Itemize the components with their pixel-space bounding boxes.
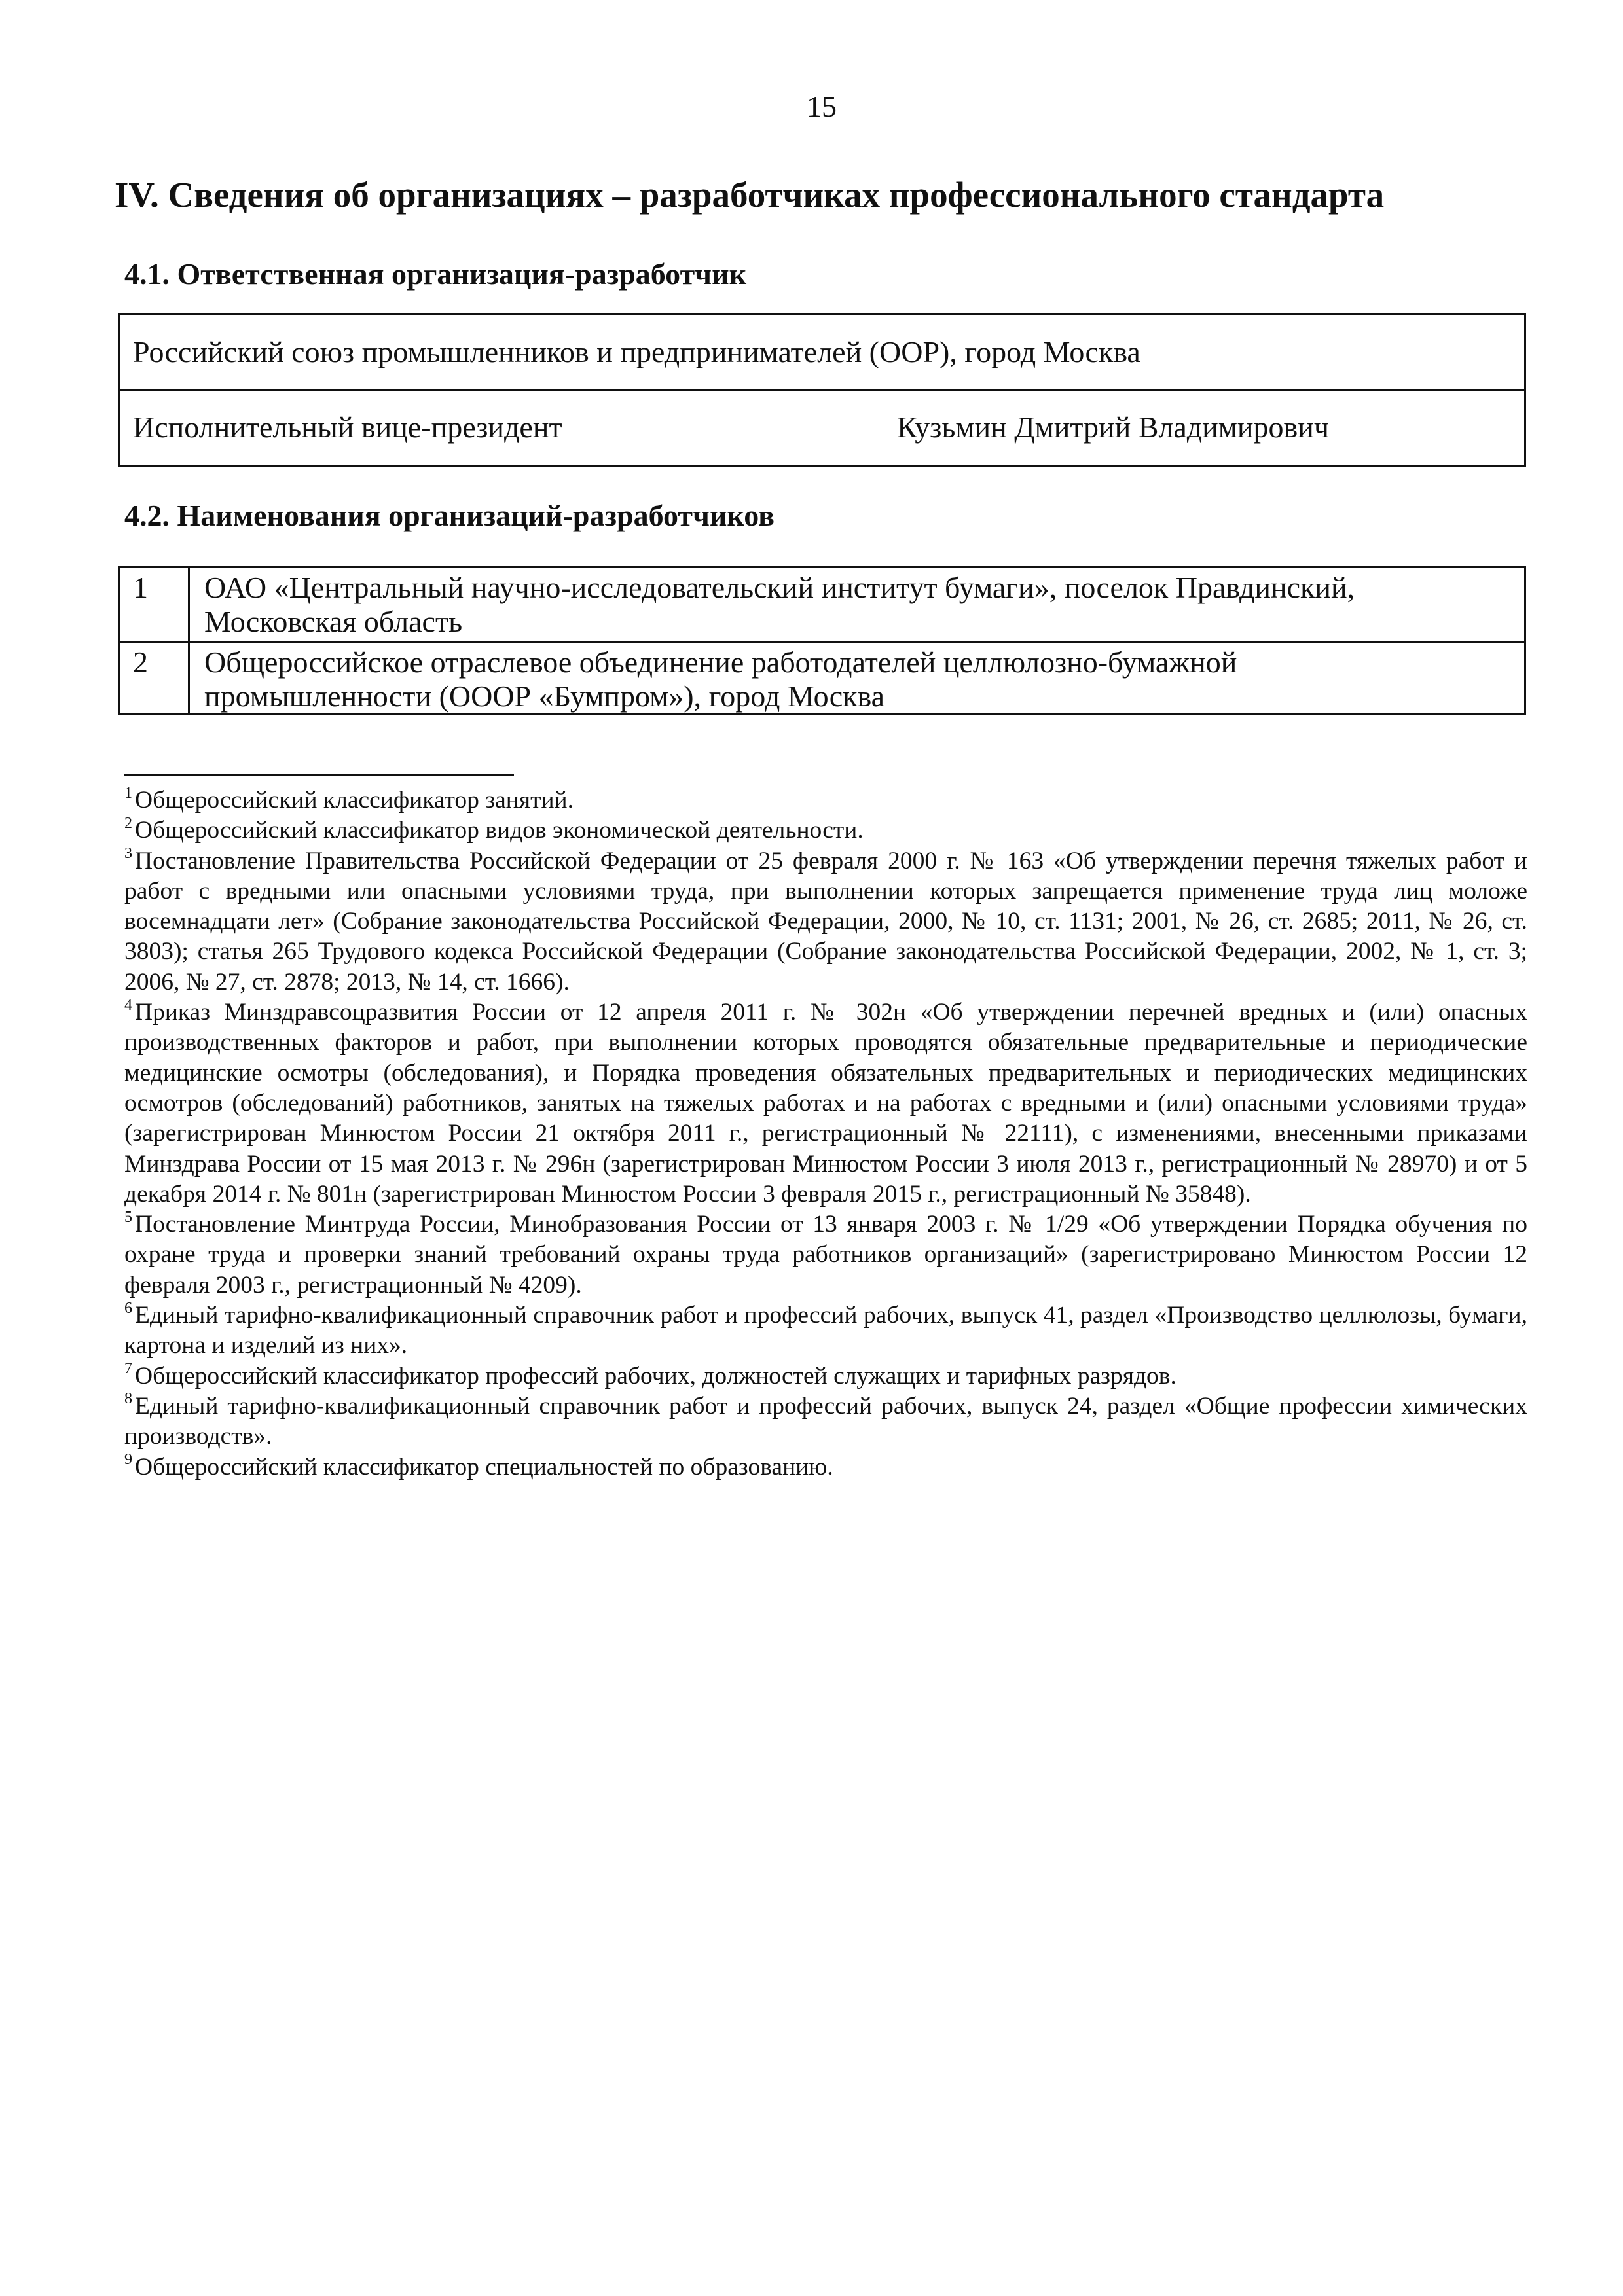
table-row <box>120 568 1524 641</box>
footnote <box>124 1300 1527 1361</box>
developer-number: 1 <box>120 568 190 641</box>
developer-name-line: ОАО «Центральный научно-исследовательский институт бумаги», поселок Правдинский, <box>204 571 1355 604</box>
footnote <box>124 1452 1527 1482</box>
footnote <box>124 1391 1527 1452</box>
footnote-divider <box>124 774 514 776</box>
footnote-marker: 6 <box>124 1299 132 1317</box>
developer-name-line: Московская область <box>204 605 463 638</box>
footnote-marker: 5 <box>124 1208 132 1226</box>
responsible-org-position: Исполнительный вице-президент <box>133 410 562 444</box>
footnote-text: Постановление Правительства Российской Федерации от 25 февраля 2000 г. № 163 «Об утверждении перечня тяжелых работ и работ с вредными или опасными условиями труда, при выполнении которых запрещается применение труда лиц моложе восемнадцати лет» (Собрание законодательства Российской Федерации, 2000, № 10, ст. 1131; 2001, № 26, ст. 2685; 2011, № 26, ст. 3803); статья 265 Трудового кодекса Российской Федерации (Собрание законодательства Российской Федерации, 2002, № 1, ст. 3; 2006, № 27, ст. 2878; 2013, № 14, ст. 1666). <box>124 847 1527 996</box>
responsible-org-head-row <box>120 391 1524 465</box>
developer-number: 2 <box>120 643 190 713</box>
section-title: IV. Сведения об организациях – разработчиках профессионального стандарта <box>115 175 1385 215</box>
document-page <box>115 0 1529 2296</box>
footnote-marker: 8 <box>124 1390 132 1408</box>
responsible-org-heading: 4.1. Ответственная организация-разработчик <box>124 257 747 291</box>
footnote <box>124 1361 1527 1391</box>
developer-name <box>190 568 1524 641</box>
footnote-text: Единый тарифно-квалификационный справочник работ и профессий рабочих, выпуск 24, раздел «Общие профессии химических производств». <box>124 1392 1527 1450</box>
footnote-text: Общероссийский классификатор занятий. <box>135 787 574 814</box>
footnote-text: Единый тарифно-квалификационный справочник работ и профессий рабочих, выпуск 41, раздел «Производство целлюлозы, бумаги, картона и изделий из них». <box>124 1302 1527 1359</box>
footnote-text: Приказ Минздравсоцразвития России от 12 апреля 2011 г. № 302н «Об утверждении перечней вредных и (или) опасных производственных факторов и работ, при выполнении которых проводятся обязательные предварительные и периодические медицинские осмотры (обследования), и Порядка проведения обязательных предварительных и периодических медицинских осмотров (обследований) работников, занятых на тяжелых работах и на работах с вредными и (или) опасными условиями труда» (зарегистрирован Минюстом России 21 октября 2011 г., регистрационный № 22111), с изменениями, внесенными приказами Минздрава России от 15 мая 2013 г. № 296н (зарегистрирован Минюстом России 3 июля 2013 г., регистрационный № 28970) и от 5 декабря 2014 г. № 801н (зарегистрирован Минюстом России 3 февраля 2015 г., регистрационный № 35848). <box>124 999 1527 1208</box>
footnote <box>124 846 1527 997</box>
footnote-marker: 9 <box>124 1451 132 1469</box>
responsible-org-table <box>118 313 1526 467</box>
responsible-org-name: Российский союз промышленников и предпринимателей (ООР), город Москва <box>133 335 1140 368</box>
footnote <box>124 816 1527 846</box>
developer-name-line: промышленности (ОООР «Бумпром»), город Москва <box>204 679 885 713</box>
footnote-text: Общероссийский классификатор профессий рабочих, должностей служащих и тарифных разрядов. <box>135 1362 1176 1390</box>
footnote <box>124 1210 1527 1300</box>
developers-table <box>118 566 1526 715</box>
footnote-text: Постановление Минтруда России, Минобразования России от 13 января 2003 г. № 1/29 «Об утверждении Порядка обучения по охране труда и проверки знаний требований охраны труда работников организаций» (зарегистрировано Минюстом России 12 февраля 2003 г., регистрационный № 4209). <box>124 1211 1527 1299</box>
footnote-text: Общероссийский классификатор видов экономической деятельности. <box>135 817 864 844</box>
responsible-org-name-row <box>120 315 1524 391</box>
developers-heading: 4.2. Наименования организаций-разработчиков <box>124 499 775 532</box>
footnote <box>124 785 1527 816</box>
developer-name <box>190 643 1524 713</box>
footnote-marker: 2 <box>124 814 132 832</box>
footnote-marker: 1 <box>124 784 132 802</box>
footnote <box>124 997 1527 1210</box>
footnote-marker: 3 <box>124 845 132 863</box>
footnote-marker: 7 <box>124 1360 132 1378</box>
footnote-marker: 4 <box>124 996 132 1014</box>
footnote-text: Общероссийский классификатор специальностей по образованию. <box>135 1453 833 1480</box>
developer-name-line: Общероссийское отраслевое объединение работодателей целлюлозно-бумажной <box>204 645 1237 679</box>
page-number: 15 <box>807 90 837 123</box>
table-row <box>120 641 1524 713</box>
responsible-org-person: Кузьмин Дмитрий Владимирович <box>897 410 1329 444</box>
footnotes <box>124 785 1527 1482</box>
